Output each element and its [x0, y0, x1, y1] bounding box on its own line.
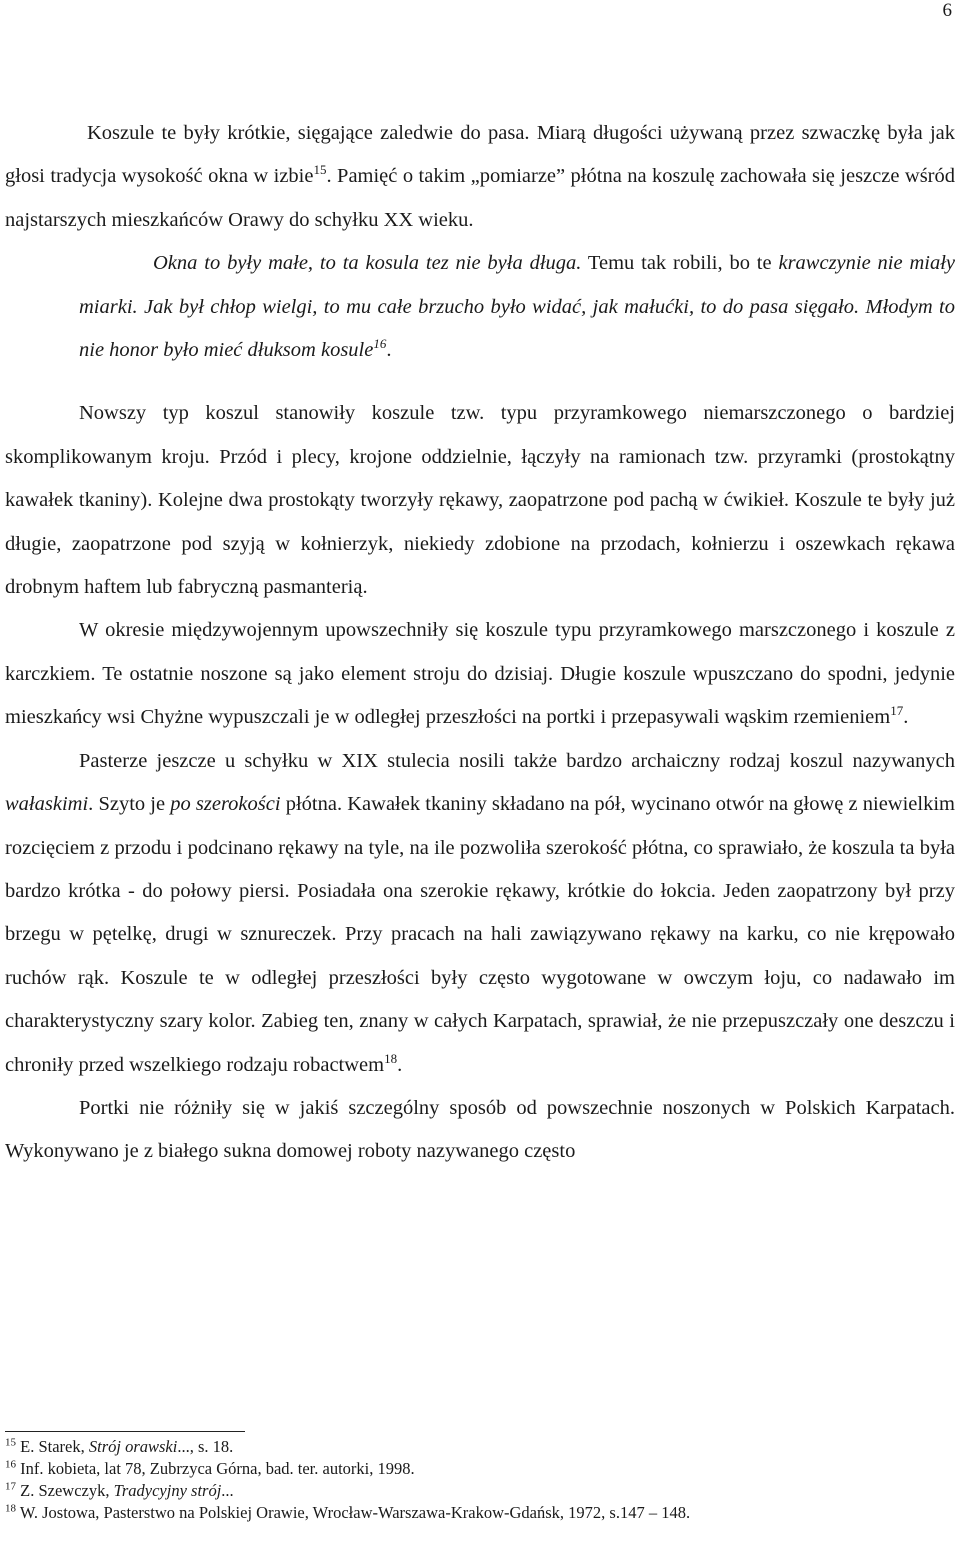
footnote-ref-15[interactable]: 15	[313, 162, 327, 178]
footnote-18: $^{18}$ W. Jostowa, Pasterstwo na Polskiej Orawie, Wrocław-Warszawa-Krakow-Gdańsk, 1972, s.147 – 148.	[5, 1502, 691, 1522]
footnote-ref-18[interactable]: 18	[384, 1050, 398, 1066]
document-body	[5, 112, 955, 1174]
page-number: 6	[942, 0, 952, 21]
paragraph-4: Pasterze jeszcze u schyłku w XIX stulecia nosili także bardzo archaiczny rodzaj koszul nazywanych wałaskimi. Szyto je po szerokości płótna. Kawałek tkaniny składano na pół, wycinano otwór na głowę z niewielkim rozcięciem z przodu i podcinano rękawy na tyle, na ile pozwoliła szerokość płótna, co sprawiało, że koszula ta była bardzo krótka - do połowy piersi. Posiadała ona szerokie rękawy, krótkie do łokcia. Jeden zaopatrzony był przy brzegu w pętelkę, drugi w sznureczek. Przy pracach na hali zawiązywano rękawy na karku, co nie krępowało ruchów rąk. Koszule te w odległej przeszłości były często wygotowane w owczym łoju, co nadawało im charakterystyczny szary kolor. Zabieg ten, znany w całych Karpatach, sprawiał, że nie przepuszczały one deszczu i chroniły przed wszelkiego rodzaju robactwem$^{18}$.	[5, 749, 955, 1076]
paragraph-5: Portki nie różniły się w jakiś szczególny sposób od powszechnie noszonych w Polskich Karpatach. Wykonywano je z białego sukna domowej roboty nazywanego często	[5, 1096, 955, 1163]
paragraph-1: Koszule te były krótkie, sięgające zaledwie do pasa. Miarą długości używaną przez szwaczkę była jak głosi tradycja wysokość okna w izbie$^{15}$. Pamięć o takim „pomiarze” płótna na koszulę zachowała się jeszcze wśród najstarszych mieszkańców Orawy do schyłku XX wieku.	[5, 122, 955, 231]
footnote-17: $^{17}$ Z. Szewczyk, Tradycyjny strój...	[5, 1480, 234, 1500]
paragraph-2: Nowszy typ koszul stanowiły koszule tzw. typu przyramkowego niemarszczonego o bardziej skomplikowanym kroju. Przód i plecy, krojone oddzielnie, łączyły na ramionach tzw. przyramki (prostokątny kawałek tkaniny). Kolejne dwa prostokąty tworzyły rękawy, zaopatrzone pod pachą w ćwikieł. Koszule te były już długie, zaopatrzone pod szyją w kołnierzyk, niekiedy zdobione na przodach, kołnierzu i oszewkach rękawa drobnym haftem lub fabryczną pasmanterią.	[5, 402, 955, 599]
footnote-16: $^{16}$ Inf. kobieta, lat 78, Zubrzyca Górna, bad. ter. autorki, 1998.	[5, 1458, 415, 1478]
footnote-ref-17[interactable]: 17	[890, 703, 904, 719]
quoted-testimony: Okna to były małe, to ta kosula tez nie była długa. Temu tak robili, bo te krawczynie nie miały miarki. Jak był chłop wielgi, to mu całe brzucho było widać, jak małućki, to do pasa sięgało. Młodym to nie honor było mieć dłuksom kosule$^{16}$.	[79, 252, 955, 362]
footnote-15: $^{15}$ E. Starek, Strój orawski..., s. 18.	[5, 1436, 234, 1456]
footnote-ref-16[interactable]: 16	[373, 336, 387, 352]
paragraph-3: W okresie międzywojennym upowszechniły się koszule typu przyramkowego marszczonego i koszule z karczkiem. Te ostatnie noszone są jako element stroju do dzisiaj. Długie koszule wpuszczano do spodni, jedynie mieszkańcy wsi Chyżne wypuszczali je w odległej przeszłości na portki i przepasywali wąskim rzemieniem$^{17}$.	[5, 619, 955, 729]
footnotes	[5, 1436, 955, 1524]
footnote-separator	[5, 1431, 245, 1432]
